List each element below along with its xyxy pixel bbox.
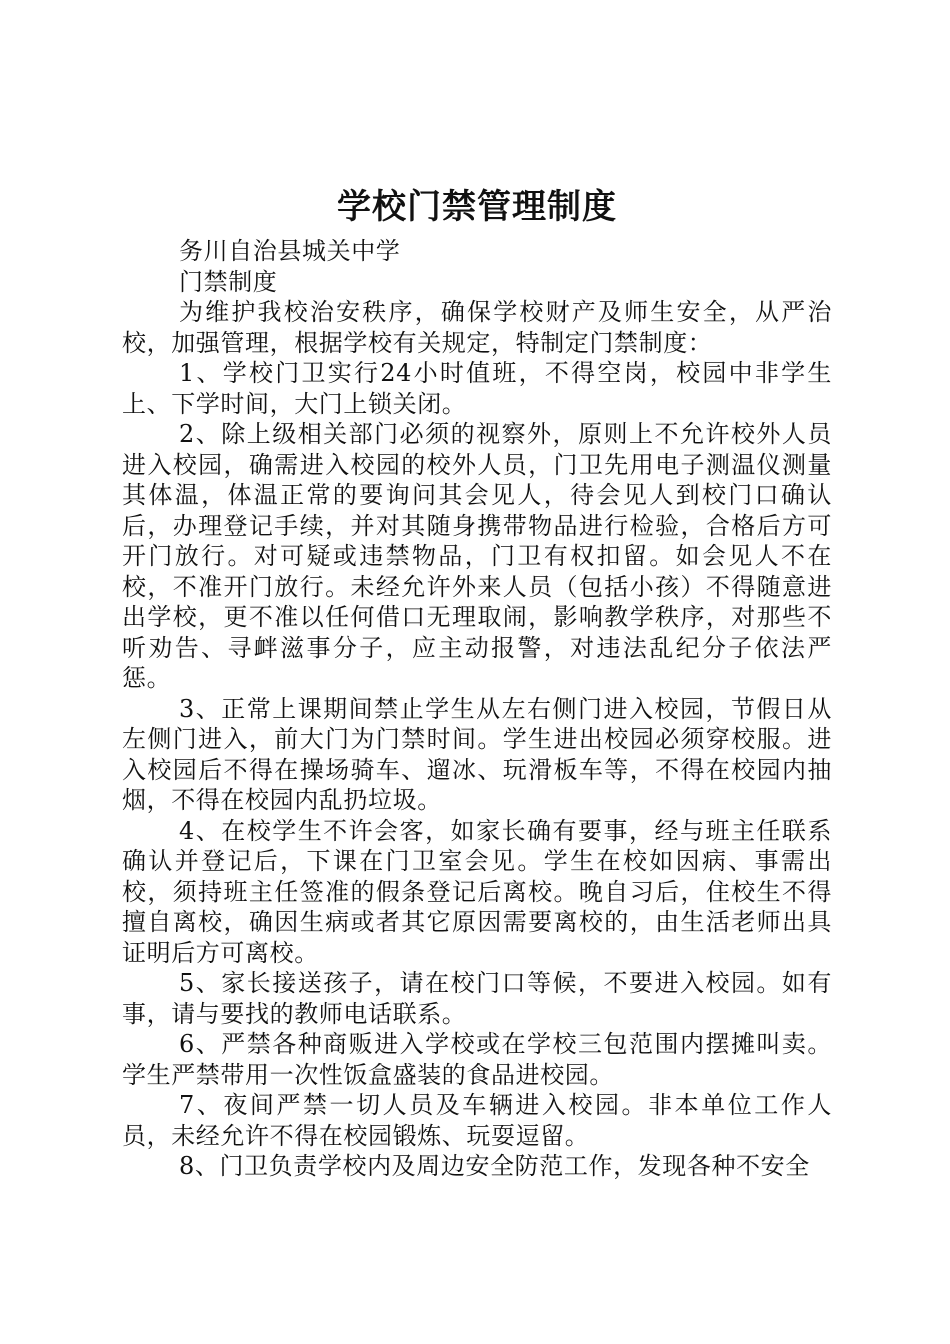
rule-item-3: 3、正常上课期间禁止学生从左右侧门进入校园，节假日从左侧门进入，前大门为门禁时间。学生进出校园必须穿校服。进入校园后不得在操场骑车、遛冰、玩滑板车等，不得在校园内抽烟，不得在校园内乱扔垃圾。 — [122, 694, 832, 814]
intro-paragraph: 为维护我校治安秩序，确保学校财产及师生安全，从严治校，加强管理，根据学校有关规定，特制定门禁制度： — [122, 298, 832, 357]
rule-item-1: 1、学校门卫实行24小时值班，不得空岗，校园中非学生上、下学时间，大门上锁关闭。 — [122, 359, 832, 418]
document-title: 学校门禁管理制度 — [337, 187, 617, 227]
rule-item-6: 6、严禁各种商贩进入学校或在学校三包范围内摆摊叫卖。学生严禁带用一次性饭盒盛装的食品进校园。 — [122, 1030, 832, 1089]
rule-item-8: 8、门卫负责学校内及周边安全防范工作，发现各种不安全 — [179, 1152, 810, 1180]
document-page — [122, 182, 832, 1182]
rule-item-4: 4、在校学生不许会客，如家长确有要事，经与班主任联系确认并登记后，下课在门卫室会见。学生在校如因病、事需出校，须持班主任签准的假条登记后离校。晚自习后，住校生不得擅自离校，确因生病或者其它原因需要离校的，由生活老师出具证明后方可离校。 — [122, 816, 832, 967]
document-subtitle: 门禁制度 — [179, 267, 278, 296]
rule-item-5: 5、家长接送孩子，请在校门口等候，不要进入校园。如有事，请与要找的教师电话联系。 — [122, 969, 832, 1028]
rule-item-2: 2、除上级相关部门必须的视察外，原则上不允许校外人员进入校园，确需进入校园的校外人员，门卫先用电子测温仪测量其体温，体温正常的要询问其会见人，待会见人到校门口确认后，办理登记手续，并对其随身携带物品进行检验，合格后方可开门放行。对可疑或违禁物品，门卫有权扣留。如会见人不在校，不准开门放行。未经允许外来人员（包括小孩）不得随意进出学校，更不准以任何借口无理取闹，影响教学秩序，对那些不听劝告、寻衅滋事分子，应主动报警，对违法乱纪分子依法严惩。 — [122, 420, 832, 692]
rule-item-7: 7、夜间严禁一切人员及车辆进入校园。非本单位工作人员，未经允许不得在校园锻炼、玩耍逗留。 — [122, 1091, 832, 1150]
school-name: 务川自治县城关中学 — [179, 237, 401, 265]
